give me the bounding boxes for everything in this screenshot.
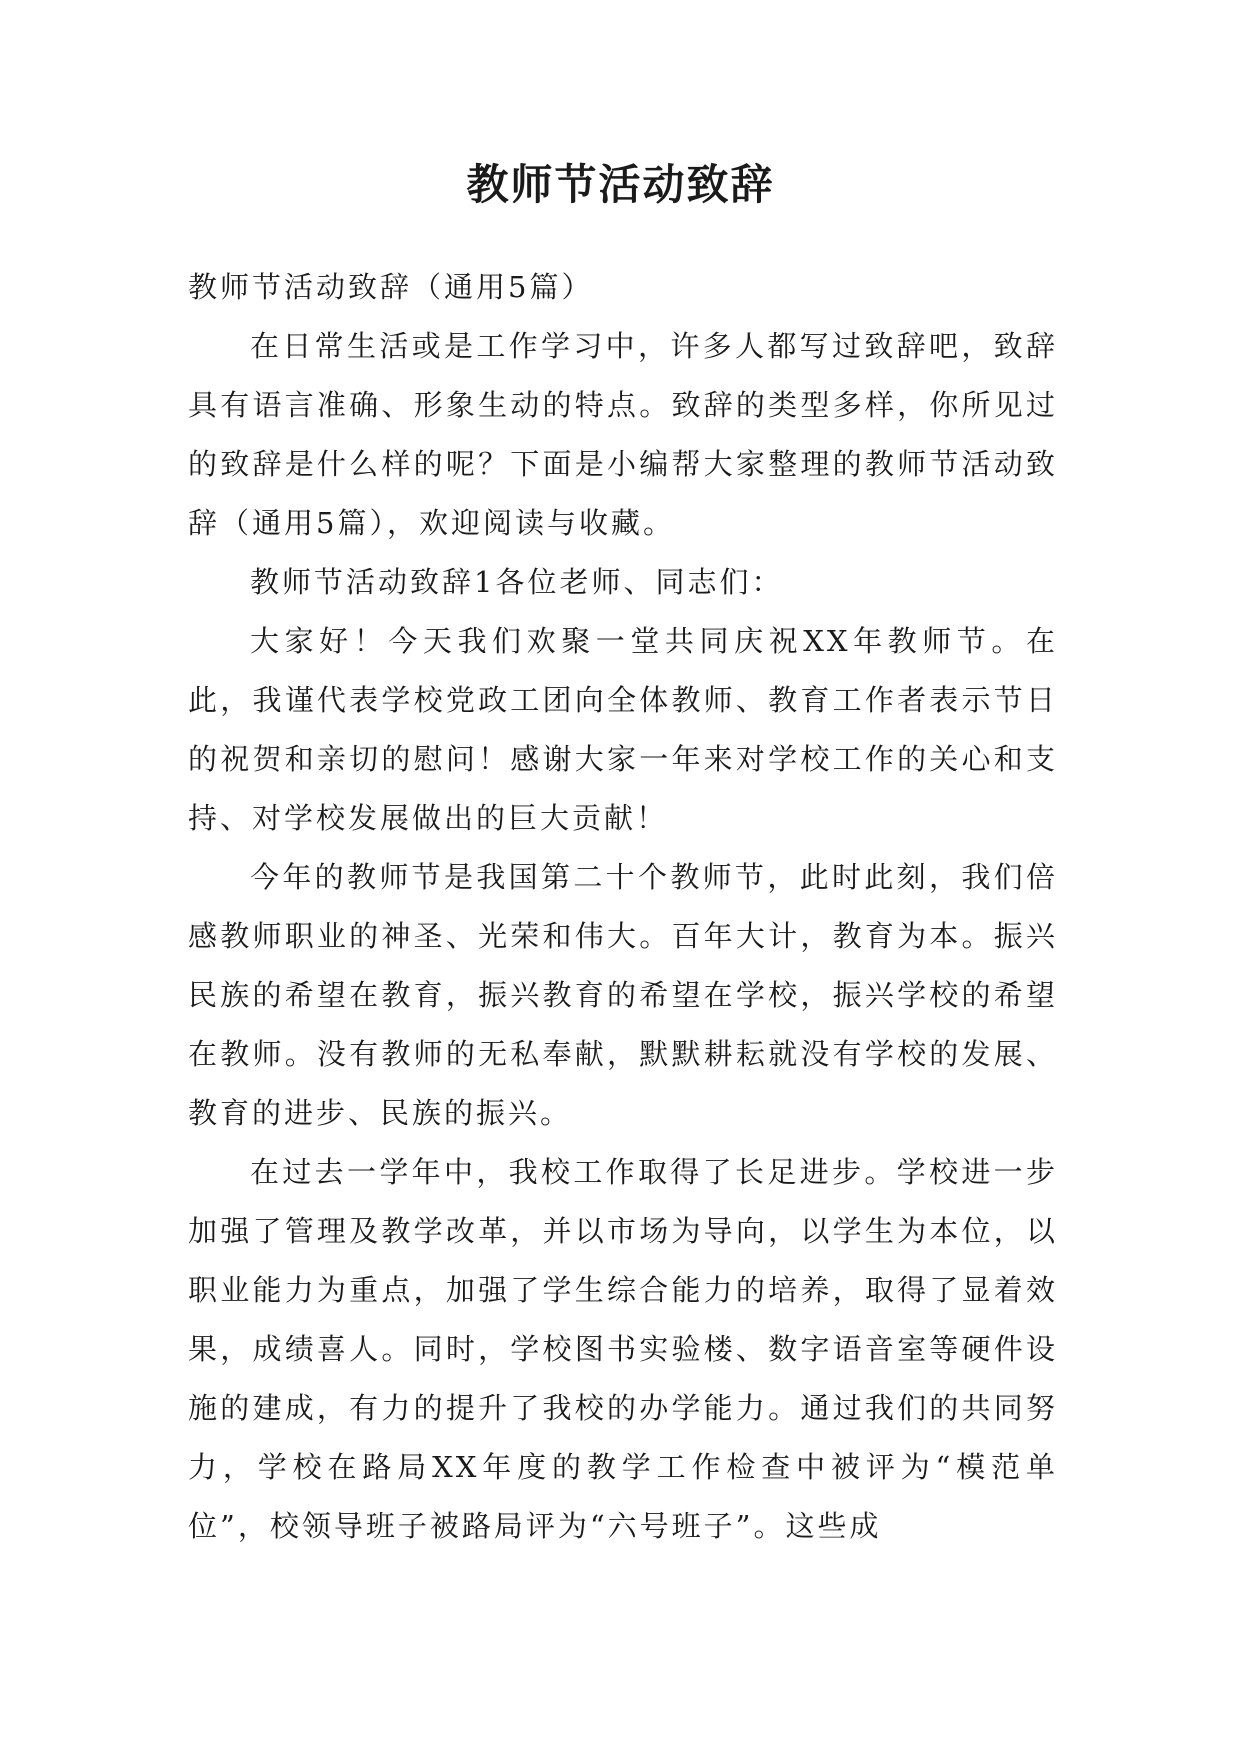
paragraph-teachers-day: 今年的教师节是我国第二十个教师节，此时此刻，我们倍感教师职业的神圣、光荣和伟大。百年大计，教育为本。振兴民族的希望在教育，振兴教育的希望在学校，振兴学校的希望在教师。没有教师的无私奉献，默默耕耘就没有学校的发展、教育的进步、民族的振兴。 xyxy=(188,860,1058,1130)
paragraph-greeting: 大家好！今天我们欢聚一堂共同庆祝XX年教师节。在此，我谨代表学校党政工团向全体教师、教育工作者表示节日的祝贺和亲切的慰问！感谢大家一年来对学校工作的关心和支持、对学校发展做出的巨大贡献！ xyxy=(188,624,1058,835)
document-title: 教师节活动致辞 xyxy=(466,160,775,209)
document-subtitle: 教师节活动致辞（通用5篇） xyxy=(188,270,594,304)
document-body xyxy=(188,258,1058,1556)
paragraph-achievements: 在过去一学年中，我校工作取得了长足进步。学校进一步加强了管理及教学改革，并以市场为导向，以学生为本位，以职业能力为重点，加强了学生综合能力的培养，取得了显着效果，成绩喜人。同时，学校图书实验楼、数字语音室等硬件设施的建成，有力的提升了我校的办学能力。通过我们的共同努力，学校在路局XX年度的教学工作检查中被评为“模范单位”，校领导班子被路局评为“六号班子”。这些成 xyxy=(188,1155,1058,1543)
paragraph-intro: 在日常生活或是工作学习中，许多人都写过致辞吧，致辞具有语言准确、形象生动的特点。致辞的类型多样，你所见过的致辞是什么样的呢？下面是小编帮大家整理的教师节活动致辞（通用5篇），欢迎阅读与收藏。 xyxy=(188,329,1058,540)
paragraph-salutation: 教师节活动致辞1各位老师、同志们： xyxy=(250,565,784,599)
